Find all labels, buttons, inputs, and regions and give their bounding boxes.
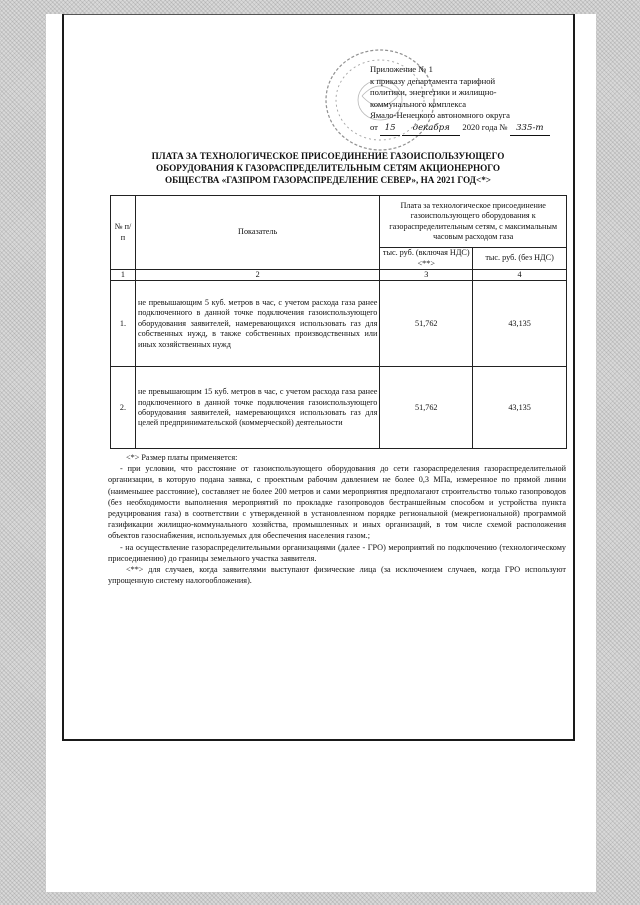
title-line: ПЛАТА ЗА ТЕХНОЛОГИЧЕСКОЕ ПРИСОЕДИНЕНИЕ ГАЗОИСПОЛЬЗУЮЩЕГО [151, 151, 505, 161]
footnote-marker-1: <*> Размер платы применяется: [126, 453, 238, 462]
column-number: 2 [135, 270, 379, 281]
footnotes [108, 452, 566, 586]
date-prefix: от [370, 121, 378, 132]
column-number: 3 [380, 270, 473, 281]
appendix-header [370, 64, 570, 136]
appendix-date-line [370, 122, 570, 136]
date-month: декабря [402, 123, 460, 136]
header-fee: Плата за технологическое присоединение газоиспользующего оборудования к газораспределительным сетям, с максимальным часовым расходом газа [380, 196, 567, 248]
fee-table [110, 195, 567, 449]
appendix-line: коммунального комплекса [370, 98, 467, 109]
table-header-row [111, 196, 567, 248]
appendix-line: Приложение № 1 [370, 64, 433, 74]
date-day: 15 [380, 123, 400, 136]
row-indicator: не превышающим 15 куб. метров в час, с учетом расхода газа ранее подключенного в данной точке подключения газоиспользующего оборудования заявителей, намеревающихся использовать газ для целей предпринимательской (коммерческой) деятельности [135, 367, 379, 449]
header-with-vat: тыс. руб. (включая НДС) <**> [380, 248, 473, 270]
title-line: ОБОРУДОВАНИЯ К ГАЗОРАСПРЕДЕЛИТЕЛЬНЫМ СЕТЯМ АКЦИОНЕРНОГО [155, 163, 501, 173]
title-line: ОБЩЕСТВА «ГАЗПРОМ ГАЗОРАСПРЕДЕЛЕНИЕ СЕВЕР», НА 2021 ГОД<*> [164, 175, 492, 185]
row-fee-without-vat: 43,135 [473, 281, 567, 367]
footnote-marker-2: <**> для случаев, когда заявителями выступают физические лица (за исключением случаев, когда ГРО используют упрощенную систему налогообложения). [108, 565, 566, 586]
footnote-condition-gro: - на осуществление газораспределительными организациями (далее - ГРО) мероприятий по подключению (технологическому присоединению) до границы земельного участка заявителя. [108, 542, 566, 563]
date-year: 2020 года [462, 121, 498, 132]
row-fee-with-vat: 51,762 [380, 281, 473, 367]
row-number: 1. [111, 281, 136, 367]
header-without-vat: тыс. руб. (без НДС) [473, 248, 567, 270]
row-indicator: не превышающим 5 куб. метров в час, с учетом расхода газа ранее подключенного в данной точке подключения газоиспользующего оборудования заявителей, намеревающихся использовать газ для собственных нужд, в также собственных производственных или иных хозяйственных нужд [135, 281, 379, 367]
appendix-line: к приказу департамента тарифной [370, 75, 496, 86]
row-number: 2. [111, 367, 136, 449]
column-number: 1 [111, 270, 136, 281]
header-indicator: Показатель [135, 196, 379, 270]
page-border-top [62, 14, 574, 15]
number-label: № [499, 121, 508, 132]
document-title [108, 150, 548, 186]
column-number: 4 [473, 270, 567, 281]
footnote-condition-distance: - при условии, что расстояние от газоиспользующего оборудования до сети газораспределения газораспределительной организации, в которую подана заявка, с проектным рабочим давлением не более 0,3 МПа, измеренное по прямой линии (наименьшее расстояние), составляет не более 200 метров и сами мероприятия предполагают строительство только газопроводов (без необходимости выполнения мероприятий по прокладке газопроводов бестраншейным способом и устройства пункта редуцирования газа) в соответствии с утвержденной в установленном порядке региональной (межрегиональной) программой газификации жилищно-коммунального хозяйства, промышленных и иных организаций, в том числе схемой расположения объектов газоснабжения, используемых для обеспечения населения газом.; [108, 464, 566, 541]
order-number: 335-т [510, 123, 550, 136]
table-row [111, 367, 567, 449]
page-border-right [573, 14, 575, 740]
page-border-left [62, 14, 64, 740]
page-border-bottom [62, 739, 575, 741]
column-number-row [111, 270, 567, 281]
appendix-line: политики, энергетики и жилищно- [370, 87, 497, 98]
row-fee-with-vat: 51,762 [380, 367, 473, 449]
header-number: № п/п [111, 196, 136, 270]
table-row [111, 281, 567, 367]
row-fee-without-vat: 43,135 [473, 367, 567, 449]
appendix-line: Ямало-Ненецкого автономного округа [370, 110, 510, 121]
